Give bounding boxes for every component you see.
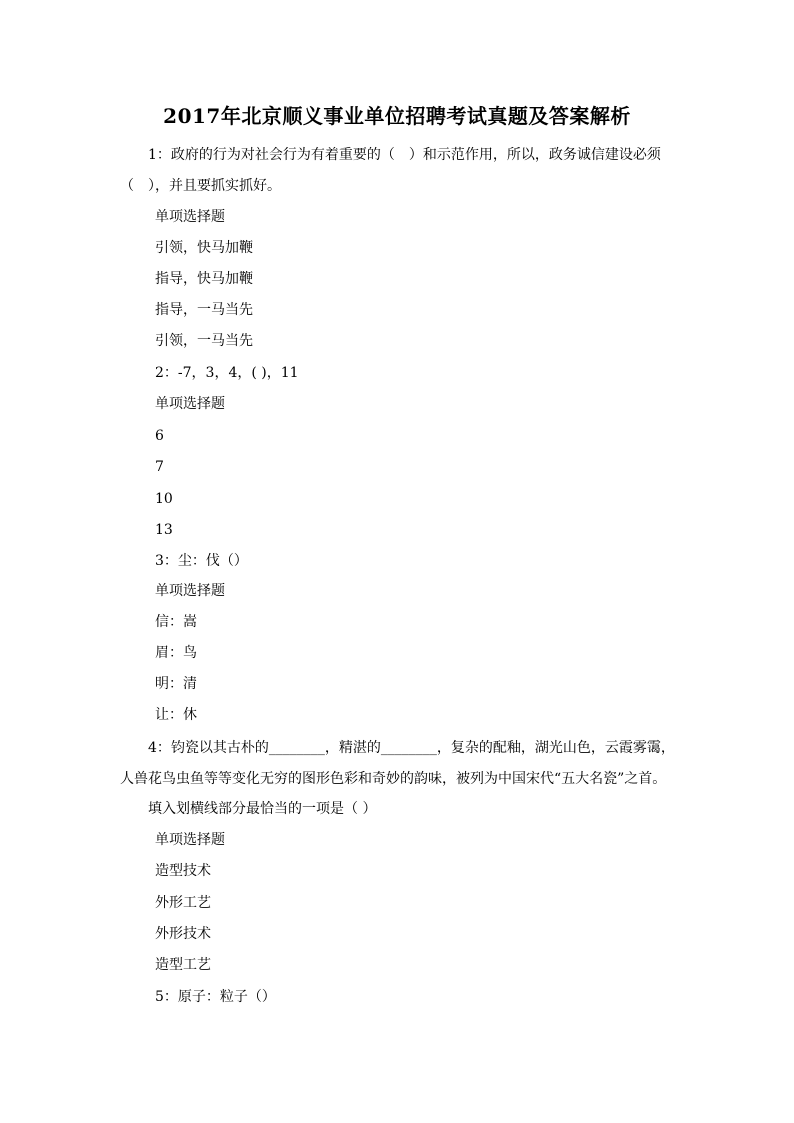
question-2-stem: 2：-7，3，4，( )，11 (155, 365, 299, 381)
question-2-option-c: 10 (155, 491, 173, 507)
question-1-option-d: 引领，一马当先 (155, 333, 253, 349)
question-2-option-a: 6 (155, 428, 164, 444)
question-1-option-b: 指导，快马加鞭 (155, 271, 253, 287)
question-2-option-b: 7 (155, 459, 164, 475)
question-4-option-b: 外形工艺 (155, 895, 211, 911)
question-3-option-d: 让：休 (155, 707, 197, 723)
document-title: 2017年北京顺义事业单位招聘考试真题及答案解析 (163, 104, 631, 128)
question-3-option-c: 明：清 (155, 676, 197, 692)
question-4-option-c: 外形技术 (155, 926, 211, 942)
question-1-option-c: 指导，一马当先 (155, 302, 253, 318)
question-3-option-b: 眉：鸟 (155, 645, 197, 661)
question-2-type: 单项选择题 (155, 396, 225, 412)
question-4-instruction: 填入划横线部分最恰当的一项是（ ） (148, 801, 377, 817)
question-1-stem: 1：政府的行为对社会行为有着重要的（ ）和示范作用，所以，政务诚信建设必须（ ），并且要抓实抓好。 (120, 147, 661, 194)
question-3-stem: 3：尘：伐（） (155, 553, 248, 569)
question-5-stem: 5：原子：粒子（） (155, 989, 276, 1005)
question-4-option-d: 造型工艺 (155, 957, 211, 973)
question-1-option-a: 引领，快马加鞭 (155, 240, 253, 256)
question-1-type: 单项选择题 (155, 209, 225, 225)
question-3-type: 单项选择题 (155, 583, 225, 599)
question-4-stem: 4：钧瓷以其古朴的________，精湛的________，复杂的配釉，湖光山色，云霞雾霭，人兽花鸟虫鱼等等变化无穷的图形色彩和奇妙的韵味，被列为中国宋代“五大名瓷”之首。 (120, 740, 675, 787)
question-3-option-a: 信：嵩 (155, 614, 197, 630)
question-4-type: 单项选择题 (155, 832, 225, 848)
question-2-option-d: 13 (155, 522, 173, 538)
question-4-option-a: 造型技术 (155, 863, 211, 879)
